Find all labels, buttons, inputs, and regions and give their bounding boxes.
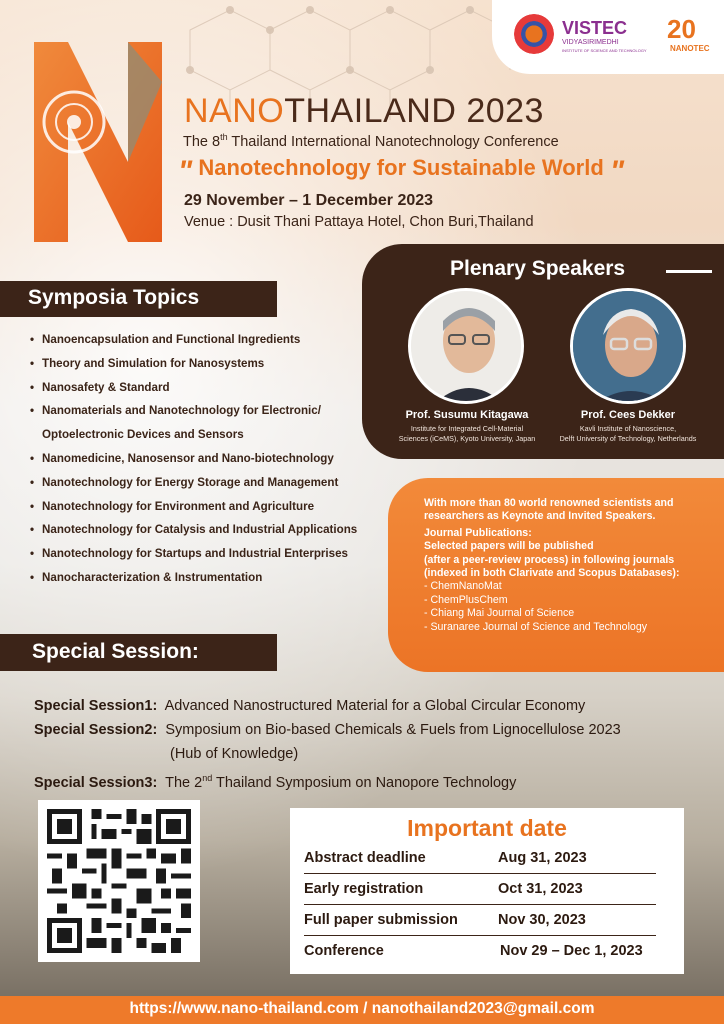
topic-item: • Nanomaterials and Nanotechnology for Electronic/ — [30, 399, 380, 423]
topic-item: • Nanotechnology for Startups and Industrial Enterprises — [30, 542, 380, 566]
plenary-divider — [666, 270, 712, 273]
special-session-1 — [34, 694, 621, 718]
nanothailand-n-logo — [34, 42, 162, 242]
nanotec-20-logo: 20 — [667, 14, 696, 44]
topic-item: • Nanomedicine, Nanosensor and Nano-biotechnology — [30, 447, 380, 471]
date-value: Nov 30, 2023 — [498, 912, 586, 928]
date-value: Nov 29 – Dec 1, 2023 — [500, 943, 643, 959]
symposia-heading: Symposia Topics — [0, 281, 277, 317]
title-year: 2023 — [466, 92, 544, 130]
session-label: Special Session2: — [34, 722, 158, 738]
title-thailand: THAILAND — [284, 92, 457, 130]
vistec-subtitle-2: INSTITUTE OF SCIENCE AND TECHNOLOGY — [562, 48, 647, 53]
date-value: Oct 31, 2023 — [498, 881, 583, 897]
topic-item: • Nanocharacterization & Instrumentation — [30, 566, 380, 590]
session-text: Symposium on Bio-based Chemicals & Fuels from Lignocellulose 2023 — [165, 722, 621, 738]
special-session-3 — [34, 766, 621, 795]
topic-item: • Nanoencapsulation and Functional Ingredients — [30, 328, 380, 352]
journal-item: - ChemPlusChem — [424, 593, 508, 606]
journal-line-3: (indexed in both Clarivate and Scopus Databases): — [424, 567, 680, 580]
subtitle-pre: The 8 — [183, 133, 221, 150]
speaker-aff-1a: Institute for Integrated Cell-Material — [410, 424, 524, 433]
vistec-logo: VISTEC — [562, 18, 628, 38]
title-nano: NANO — [184, 92, 285, 130]
date-row-fullpaper — [304, 905, 656, 936]
journal-line-1: Selected papers will be published — [424, 540, 594, 553]
theme-text: Nanotechnology for Sustainable World — [198, 155, 604, 180]
speaker-aff-1b: Sciences (iCeMS), Kyoto University, Japan — [398, 434, 536, 443]
topic-item: • Nanotechnology for Energy Storage and Management — [30, 471, 380, 495]
topic-item-continued: Optoelectronic Devices and Sensors — [42, 428, 244, 442]
date-label: Early registration — [304, 881, 424, 897]
date-label: Full paper submission — [304, 912, 458, 928]
symposia-topics-list — [30, 328, 380, 590]
partner-logos — [492, 0, 724, 74]
keynote-text: With more than 80 world renowned scientists and researchers as Keynote and Invited Speakers. — [424, 497, 674, 523]
qr-code[interactable] — [38, 800, 200, 962]
date-value: Aug 31, 2023 — [498, 850, 587, 866]
conference-theme — [178, 155, 624, 189]
speaker-aff-2b: Delft University of Technology, Netherlands — [559, 434, 697, 443]
special-session-2-cont: (Hub of Knowledge) — [170, 746, 299, 762]
journal-line-2: (after a peer-review process) in following journals — [424, 553, 675, 566]
vistec-subtitle: VIDYASIRIMEDHI — [562, 39, 619, 46]
close-quote-icon: " — [609, 155, 625, 188]
footer-contact[interactable]: https://www.nano-thailand.com / nanothailand2023@gmail.com — [0, 996, 724, 1024]
special-session-heading: Special Session: — [0, 634, 277, 671]
topic-item: • Nanosafety & Standard — [30, 376, 380, 400]
conference-subtitle — [183, 132, 559, 150]
date-label: Abstract deadline — [304, 850, 426, 866]
topic-item: • Nanotechnology for Catalysis and Industrial Applications — [30, 518, 380, 542]
topic-item: • Nanotechnology for Environment and Agriculture — [30, 495, 380, 519]
speaker-aff-2a: Kavli Institute of Nanoscience, — [579, 424, 677, 433]
date-row-early — [304, 874, 656, 905]
journal-item: - Chiang Mai Journal of Science — [424, 607, 575, 620]
conference-title — [184, 92, 544, 131]
date-row-conference — [304, 936, 656, 967]
conference-dates: 29 November – 1 December 2023 — [184, 192, 434, 209]
topic-item: • Theory and Simulation for Nanosystems — [30, 352, 380, 376]
important-dates-heading: Important date — [407, 815, 567, 841]
speaker-name-1: Prof. Susumu Kitagawa — [405, 409, 529, 421]
special-sessions-list — [34, 694, 621, 795]
session-text-pre: The 2 — [165, 774, 203, 791]
info-text — [424, 497, 720, 634]
plenary-heading: Plenary Speakers — [450, 257, 626, 280]
special-session-2 — [34, 718, 621, 742]
subtitle-sup: th — [220, 132, 228, 142]
session-text: Advanced Nanostructured Material for a Global Circular Economy — [164, 698, 586, 714]
open-quote-icon: " — [178, 155, 193, 188]
speaker-photo-dekker — [570, 288, 686, 404]
university-crest-icon — [514, 14, 554, 54]
journal-heading: Journal Publications: — [424, 526, 532, 539]
session-text-post: Thailand Symposium on Nanopore Technology — [212, 774, 517, 791]
speaker-photo-kitagawa — [408, 288, 524, 404]
session-label: Special Session1: — [34, 698, 158, 714]
journal-item: - Suranaree Journal of Science and Technology — [424, 620, 648, 633]
nanotec-logo: NANOTEC — [670, 44, 710, 53]
journal-item: - ChemNanoMat — [424, 580, 502, 593]
subtitle-post: Thailand International Nanotechnology Conference — [227, 133, 559, 150]
date-label: Conference — [304, 943, 384, 959]
session-label: Special Session3: — [34, 774, 158, 791]
conference-venue: Venue : Dusit Thani Pattaya Hotel, Chon Buri,Thailand — [184, 214, 534, 230]
session-text-sup: nd — [202, 773, 213, 783]
speaker-name-2: Prof. Cees Dekker — [580, 409, 676, 421]
date-row-abstract — [304, 843, 656, 874]
